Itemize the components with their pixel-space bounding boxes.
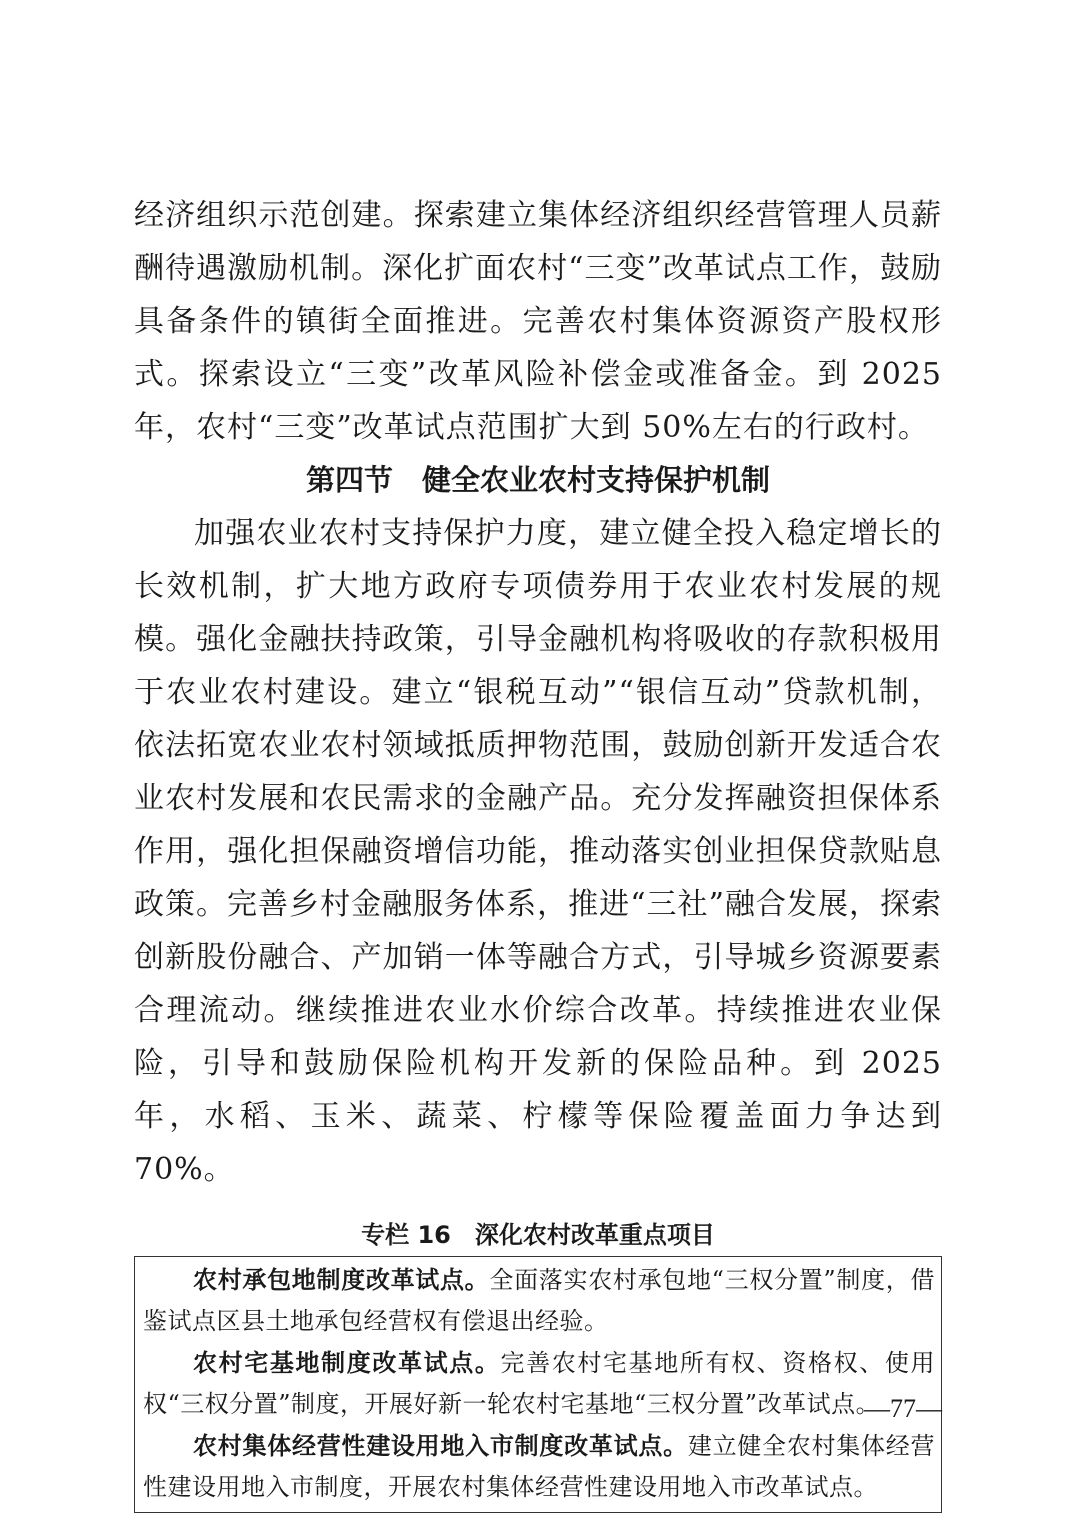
section-heading: 第四节 健全农业农村支持保护机制	[305, 463, 770, 497]
section-paragraph: 加强农业农村支持保护力度，建立健全投入稳定增长的长效机制，扩大地方政府专项债券用于农业农村发展的规模。强化金融扶持政策，引导金融机构将吸收的存款积极用于农业农村建设。建立“银税互动”“银信互动”贷款机制，依法拓宽农业农村领域抵质押物范围，鼓励创新开发适合农业农村发展和农民需求的金融产品。充分发挥融资担保体系作用，强化担保融资增信功能，推动落实创业担保贷款贴息政策。完善乡村金融服务体系，推进“三社”融合发展，探索创新股份融合、产加销一体等融合方式，引导城乡资源要素合理流动。继续推进农业水价综合改革。持续推进农业保险，引导和鼓励保险机构开发新的保险品种。到 2025 年，水稻、玉米、蔬菜、柠檬等保险覆盖面力争达到 70%。	[134, 516, 942, 1187]
box-item	[143, 1425, 935, 1508]
box-item-text: 完善农村宅基地所有权、资格权、使用权“三权分置”制度，开展好新一轮农村宅基地“三权分置”改革试点。	[143, 1349, 935, 1418]
box-item-text: 建立健全农村集体经营性建设用地入市制度，开展农村集体经营性建设用地入市改革试点。	[143, 1432, 935, 1501]
feature-box	[134, 1256, 942, 1513]
box-item-title: 农村宅基地制度改革试点。	[193, 1348, 501, 1377]
page-number: —77—	[864, 1394, 942, 1423]
continued-paragraph: 经济组织示范创建。探索建立集体经济组织经营管理人员薪酬待遇激励机制。深化扩面农村“三变”改革试点工作，鼓励具备条件的镇街全面推进。完善农村集体资源资产股权形式。探索设立“三变”改革风险补偿金或准备金。到 2025 年，农村“三变”改革试点范围扩大到 50%左右的行政村。	[134, 198, 942, 445]
box-title: 专栏 16 深化农村改革重点项目	[361, 1221, 715, 1249]
page-body	[134, 189, 942, 1513]
box-item	[143, 1342, 935, 1425]
box-item-title: 农村集体经营性建设用地入市制度改革试点。	[193, 1431, 688, 1460]
box-item	[143, 1259, 935, 1342]
box-item-text: 全面落实农村承包地“三权分置”制度，借鉴试点区县土地承包经营权有偿退出经验。	[143, 1266, 936, 1335]
box-item-title: 农村承包地制度改革试点。	[193, 1265, 490, 1294]
